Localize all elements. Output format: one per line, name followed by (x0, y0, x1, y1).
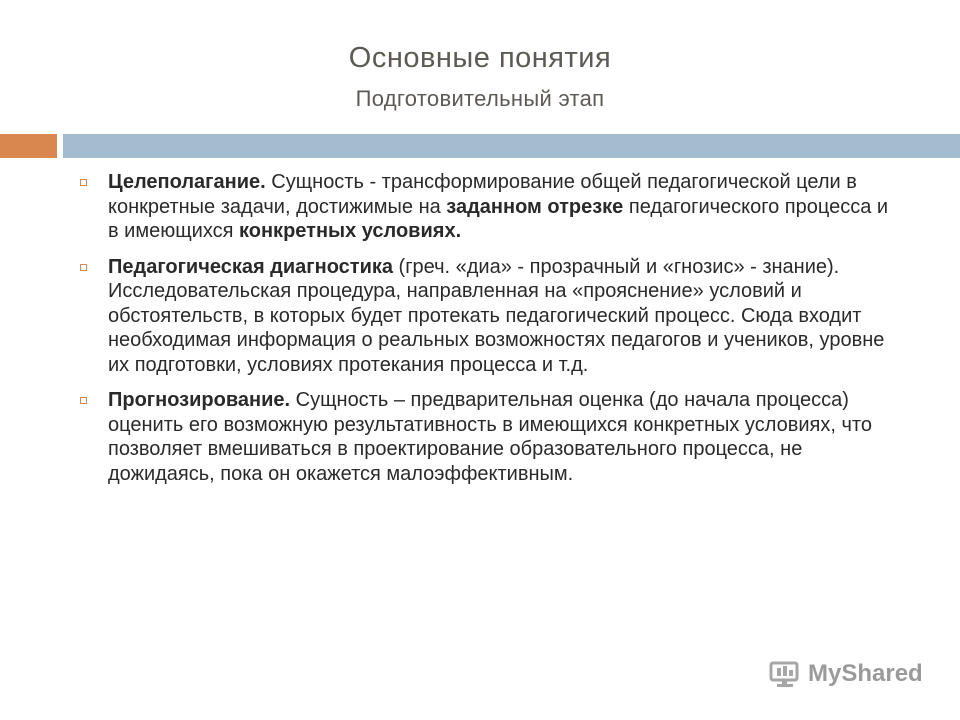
item-term: Целеполагание. (108, 171, 266, 193)
slide-subtitle: Подготовительный этап (355, 86, 605, 111)
square-bullet-icon (80, 179, 87, 186)
item-text-run: (греч. «диа» - прозрачный и «гнозис» - знание). Исследовательская процедура, направленная на «прояснение» условий и обстоятельств, в которых будет протекать педагогический процесс. Сюда входит необходимая информация о реальных возможностях педагогов и учеников, уровне их подготовки, условиях протекания процесса и т.д. (108, 255, 885, 376)
item-emphasis: заданном отрезке (446, 195, 624, 218)
item-text (108, 256, 884, 376)
myshared-logo-icon (768, 659, 802, 689)
item-text-run: педагогического процесса и в имеющихся (108, 195, 889, 242)
item-text (108, 171, 888, 242)
accent-bar-orange (0, 134, 57, 158)
bullet-list (80, 170, 900, 497)
square-bullet-icon (80, 264, 87, 271)
slide-title: Основные понятия (348, 42, 612, 74)
accent-bar-blue (63, 134, 960, 158)
bullet-item-forecasting (80, 388, 900, 486)
item-term: Педагогическая диагностика (108, 255, 393, 278)
watermark (768, 657, 923, 691)
item-text-run: Сущность - трансформирование общей педагогической цели в конкретные задачи, достижимые на (108, 171, 857, 218)
item-text-run: Сущность – предварительная оценка (до начала процесса) оценить его возможную результативность в имеющихся конкретных условиях, что позволяет вмешиваться в проектирование образовательного процесса, не дожидаясь, пока он окажется малоэффективным. (108, 389, 872, 485)
item-text (108, 389, 872, 485)
item-term: Прогнозирование. (108, 389, 291, 411)
watermark-text: MyShared (808, 660, 923, 687)
bullet-item-goal-setting (80, 170, 900, 244)
square-bullet-icon (80, 397, 87, 404)
item-emphasis: конкретных условиях. (239, 220, 462, 242)
bullet-item-diagnostics (80, 255, 900, 378)
